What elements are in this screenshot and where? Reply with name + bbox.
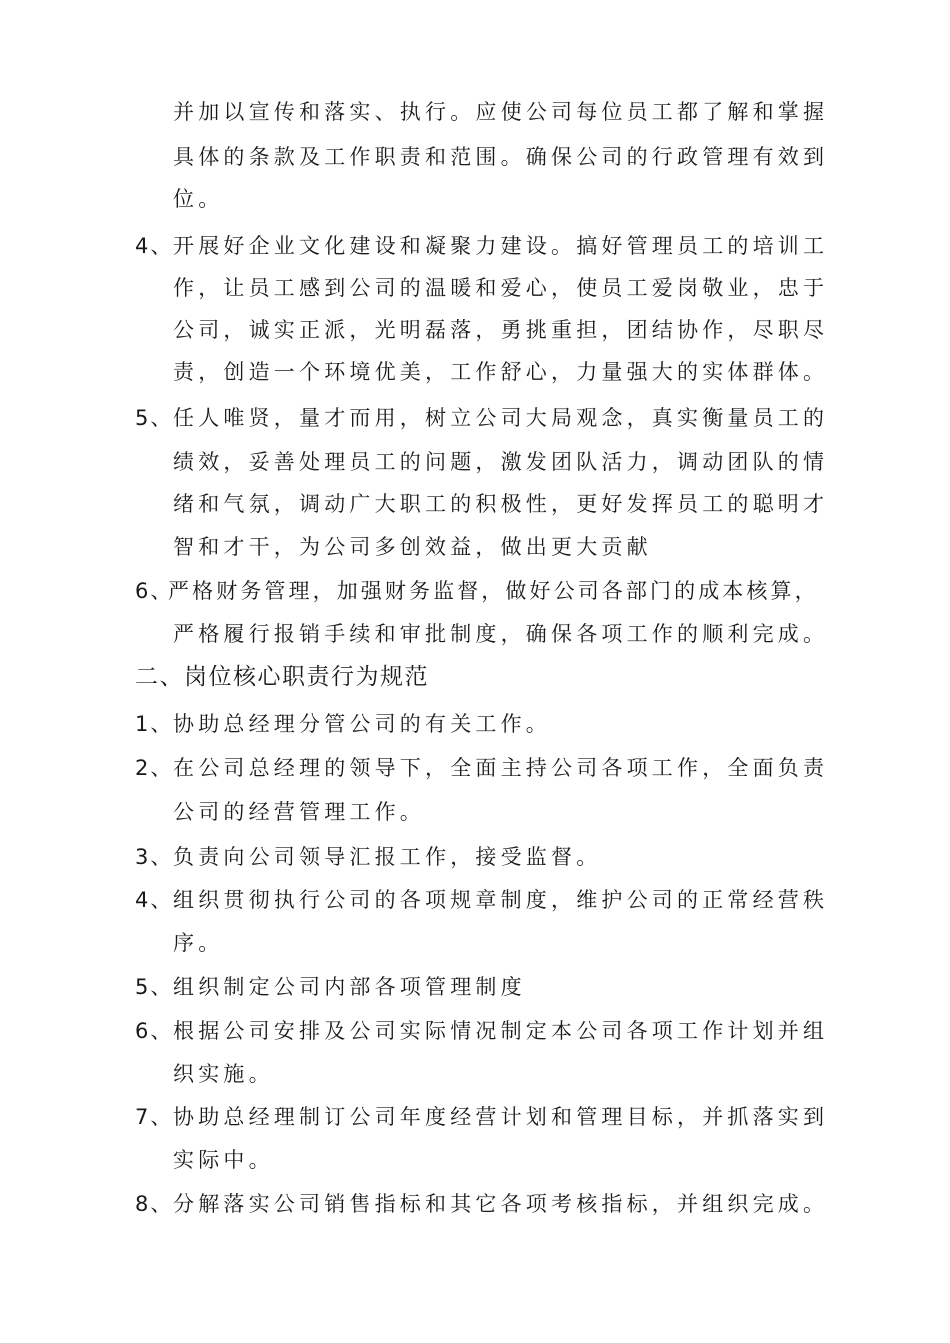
- item4-number: 4、: [135, 234, 174, 258]
- item6-number: 6、: [135, 579, 174, 603]
- s2-item4-number: 4、: [135, 888, 174, 912]
- item6-line-2: 严格履行报销手续和审批制度，确保各项工作的顺利完成。: [173, 622, 829, 646]
- item3-line-2: 具体的条款及工作职责和范围。确保公司的行政管理有效到: [173, 145, 829, 169]
- s2-item7-number: 7、: [135, 1105, 174, 1129]
- s2-item1-number: 1、: [135, 712, 174, 736]
- s2-item2-line-1: 在公司总经理的领导下，全面主持公司各项工作，全面负责: [173, 756, 829, 780]
- item5-number: 5、: [135, 406, 174, 430]
- item4-line-1: 开展好企业文化建设和凝聚力建设。搞好管理员工的培训工: [173, 234, 829, 258]
- section-heading: 二、岗位核心职责行为规范: [135, 664, 429, 690]
- item4-line-4: 责，创造一个环境优美，工作舒心，力量强大的实体群体。: [173, 360, 829, 384]
- s2-item5-line-1: 组织制定公司内部各项管理制度: [173, 975, 526, 999]
- s2-item8-line-1: 分解落实公司销售指标和其它各项考核指标，并组织完成。: [173, 1192, 829, 1216]
- s2-item4-line-2: 序。: [173, 931, 224, 955]
- s2-item1-line-1: 协助总经理分管公司的有关工作。: [173, 712, 551, 736]
- s2-item6-line-1: 根据公司安排及公司实际情况制定本公司各项工作计划并组: [173, 1019, 829, 1043]
- s2-item6-line-2: 织实施。: [173, 1062, 274, 1086]
- s2-item7-line-2: 实际中。: [173, 1148, 274, 1172]
- item4-line-2: 作，让员工感到公司的温暖和爱心，使员工爱岗敬业，忠于: [173, 276, 829, 300]
- s2-item8-number: 8、: [135, 1192, 174, 1216]
- s2-item2-number: 2、: [135, 756, 174, 780]
- s2-item7-line-1: 协助总经理制订公司年度经营计划和管理目标，并抓落实到: [173, 1105, 829, 1129]
- s2-item3-line-1: 负责向公司领导汇报工作，接受监督。: [173, 845, 602, 869]
- item6-line-1: 严格财务管理，加强财务监督，做好公司各部门的成本核算，: [168, 579, 819, 603]
- s2-item2-line-2: 公司的经营管理工作。: [173, 800, 425, 824]
- s2-item3-number: 3、: [135, 845, 174, 869]
- s2-item6-number: 6、: [135, 1019, 174, 1043]
- item4-line-3: 公司，诚实正派，光明磊落，勇挑重担，团结协作，尽职尽: [173, 318, 829, 342]
- s2-item4-line-1: 组织贯彻执行公司的各项规章制度，维护公司的正常经营秩: [173, 888, 829, 912]
- item5-line-2: 绩效，妥善处理员工的问题，激发团队活力，调动团队的情: [173, 450, 829, 474]
- s2-item5-number: 5、: [135, 975, 174, 999]
- item5-line-4: 智和才干，为公司多创效益，做出更大贡献: [173, 535, 652, 559]
- item3-line-3: 位。: [173, 187, 224, 211]
- item5-line-1: 任人唯贤，量才而用，树立公司大局观念，真实衡量员工的: [173, 406, 829, 430]
- item3-line-1: 并加以宣传和落实、执行。应使公司每位员工都了解和掌握: [173, 100, 829, 124]
- item5-line-3: 绪和气氛，调动广大职工的积极性，更好发挥员工的聪明才: [173, 492, 829, 516]
